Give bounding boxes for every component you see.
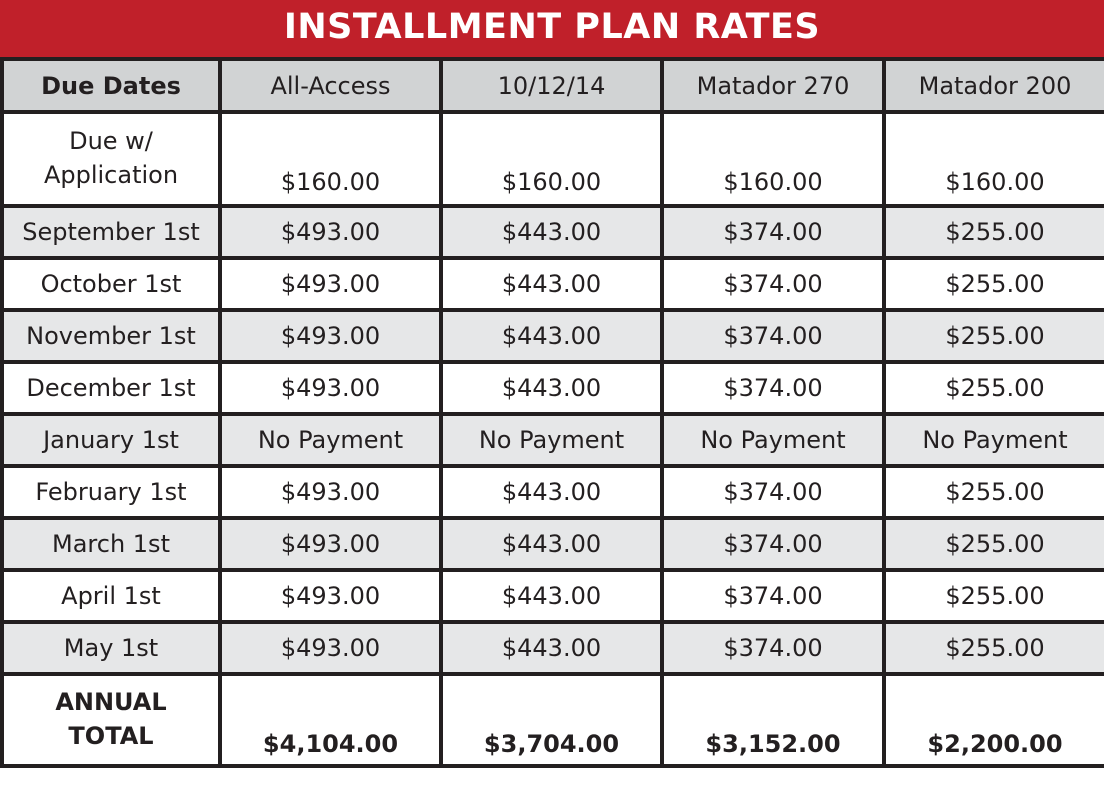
table-cell: $493.00 — [220, 570, 441, 622]
table-cell: $443.00 — [441, 362, 662, 414]
table-cell: $374.00 — [662, 310, 884, 362]
row-label: January 1st — [2, 414, 220, 466]
row-label-line: Application — [43, 161, 179, 189]
installment-rates-table — [0, 57, 1104, 768]
row-label: February 1st — [2, 466, 220, 518]
table-row — [2, 206, 1104, 258]
table-cell: $374.00 — [662, 206, 884, 258]
column-header-due-dates: Due Dates — [2, 59, 220, 112]
row-label: May 1st — [2, 622, 220, 674]
row-label: April 1st — [2, 570, 220, 622]
table-cell: $255.00 — [884, 258, 1104, 310]
total-cell: $3,152.00 — [662, 674, 884, 766]
row-label: September 1st — [2, 206, 220, 258]
table-row — [2, 518, 1104, 570]
table-cell: $493.00 — [220, 310, 441, 362]
table-row — [2, 258, 1104, 310]
table-cell: $493.00 — [220, 466, 441, 518]
total-cell: $4,104.00 — [220, 674, 441, 766]
column-header-all-access: All-Access — [220, 59, 441, 112]
table-cell: $443.00 — [441, 466, 662, 518]
table-row — [2, 622, 1104, 674]
total-cell: $2,200.00 — [884, 674, 1104, 766]
table-row-application — [2, 112, 1104, 206]
row-label: March 1st — [2, 518, 220, 570]
table-cell: $255.00 — [884, 362, 1104, 414]
table-row — [2, 466, 1104, 518]
table-cell: $374.00 — [662, 570, 884, 622]
table-cell: $374.00 — [662, 258, 884, 310]
table-cell: $374.00 — [662, 622, 884, 674]
column-header-matador-200: Matador 200 — [884, 59, 1104, 112]
table-cell: $443.00 — [441, 206, 662, 258]
row-label — [2, 112, 220, 206]
table-row — [2, 362, 1104, 414]
row-label-line: Due w/ — [69, 127, 153, 155]
table-cell: $443.00 — [441, 310, 662, 362]
table-cell: $493.00 — [220, 518, 441, 570]
table-cell: $443.00 — [441, 622, 662, 674]
table-row-annual-total — [2, 674, 1104, 766]
total-cell: $3,704.00 — [441, 674, 662, 766]
column-header-matador-270: Matador 270 — [662, 59, 884, 112]
table-cell: $443.00 — [441, 258, 662, 310]
page-title: INSTALLMENT PLAN RATES — [0, 0, 1104, 57]
table-cell: $255.00 — [884, 466, 1104, 518]
table-cell: $255.00 — [884, 622, 1104, 674]
table-cell: $160.00 — [884, 112, 1104, 206]
table-cell: $374.00 — [662, 362, 884, 414]
table-cell: No Payment — [884, 414, 1104, 466]
table-row — [2, 414, 1104, 466]
table-cell: $255.00 — [884, 206, 1104, 258]
table-row — [2, 570, 1104, 622]
row-label-line: ANNUAL — [55, 688, 167, 716]
row-label: November 1st — [2, 310, 220, 362]
row-label — [2, 674, 220, 766]
table-cell: $255.00 — [884, 310, 1104, 362]
table-cell: $374.00 — [662, 518, 884, 570]
table-row — [2, 310, 1104, 362]
row-label: October 1st — [2, 258, 220, 310]
row-label-line: TOTAL — [68, 722, 154, 750]
table-cell: $160.00 — [441, 112, 662, 206]
table-cell: $374.00 — [662, 466, 884, 518]
table-cell: $493.00 — [220, 258, 441, 310]
table-cell: $255.00 — [884, 518, 1104, 570]
table-cell: $443.00 — [441, 518, 662, 570]
table-cell: No Payment — [441, 414, 662, 466]
table-cell: No Payment — [662, 414, 884, 466]
table-cell: No Payment — [220, 414, 441, 466]
table-cell: $255.00 — [884, 570, 1104, 622]
column-header-10-12-14: 10/12/14 — [441, 59, 662, 112]
table-cell: $443.00 — [441, 570, 662, 622]
table-cell: $493.00 — [220, 362, 441, 414]
table-cell: $160.00 — [220, 112, 441, 206]
table-cell: $160.00 — [662, 112, 884, 206]
table-cell: $493.00 — [220, 206, 441, 258]
table-cell: $493.00 — [220, 622, 441, 674]
header-row — [2, 59, 1104, 112]
row-label: December 1st — [2, 362, 220, 414]
